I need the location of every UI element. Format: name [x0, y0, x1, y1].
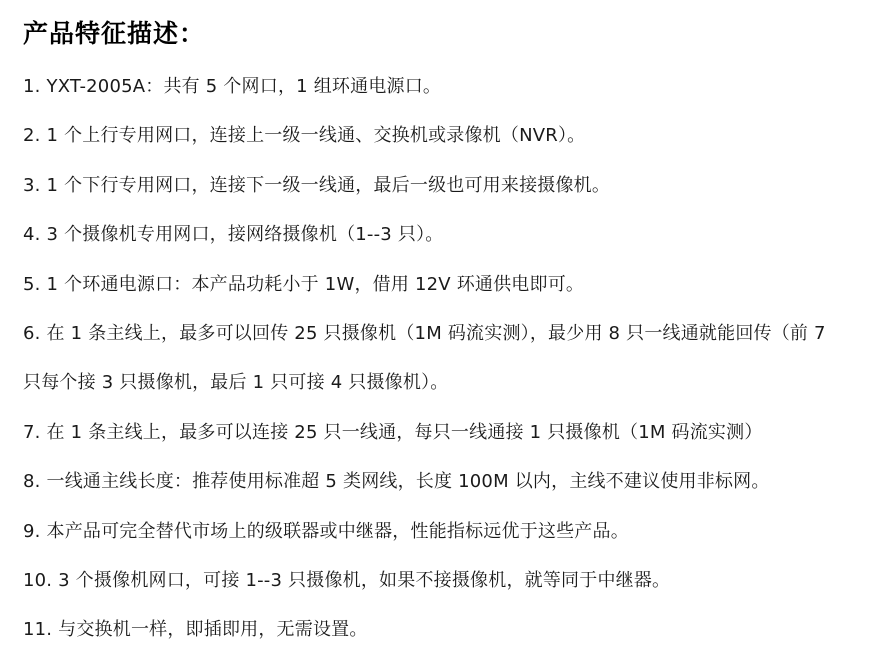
feature-line-6: 6. 在 1 条主线上，最多可以回传 25 只摄像机（1M 码流实测），最少用 8 只一线通就能回传（前 7	[23, 323, 826, 345]
feature-line-1: 1. YXT-2005A：共有 5 个网口，1 组环通电源口。	[23, 76, 442, 97]
document-title: 产品特征描述：	[23, 19, 206, 48]
feature-line-4: 4. 3 个摄像机专用网口，接网络摄像机（1--3 只）。	[23, 224, 444, 246]
feature-line-11: 11. 与交换机一样，即插即用，无需设置。	[23, 619, 368, 641]
feature-line-3: 3. 1 个下行专用网口，连接下一级一线通，最后一级也可用来接摄像机。	[23, 174, 611, 196]
feature-line-7: 7. 在 1 条主线上，最多可以连接 25 只一线通，每只一线通接 1 只摄像机（1M 码流实测）	[23, 421, 763, 443]
feature-line-9: 9. 本产品可完全替代市场上的级联器或中继器，性能指标远优于这些产品。	[23, 520, 629, 542]
feature-line-5: 5. 1 个环通电源口：本产品功耗小于 1W，借用 12V 环通供电即可。	[23, 273, 585, 295]
feature-line-2: 2. 1 个上行专用网口，连接上一级一线通、交换机或录像机（NVR）。	[23, 125, 586, 147]
feature-line-10: 10. 3 个摄像机网口，可接 1--3 只摄像机，如果不接摄像机，就等同于中继器。	[23, 570, 671, 592]
feature-line-8: 8. 一线通主线长度：推荐使用标准超 5 类网线，长度 100M 以内，主线不建议使用非标网。	[23, 471, 770, 493]
product-feature-document	[23, 14, 868, 655]
feature-line-6-continued: 只每个接 3 只摄像机，最后 1 只可接 4 只摄像机）。	[23, 372, 449, 394]
